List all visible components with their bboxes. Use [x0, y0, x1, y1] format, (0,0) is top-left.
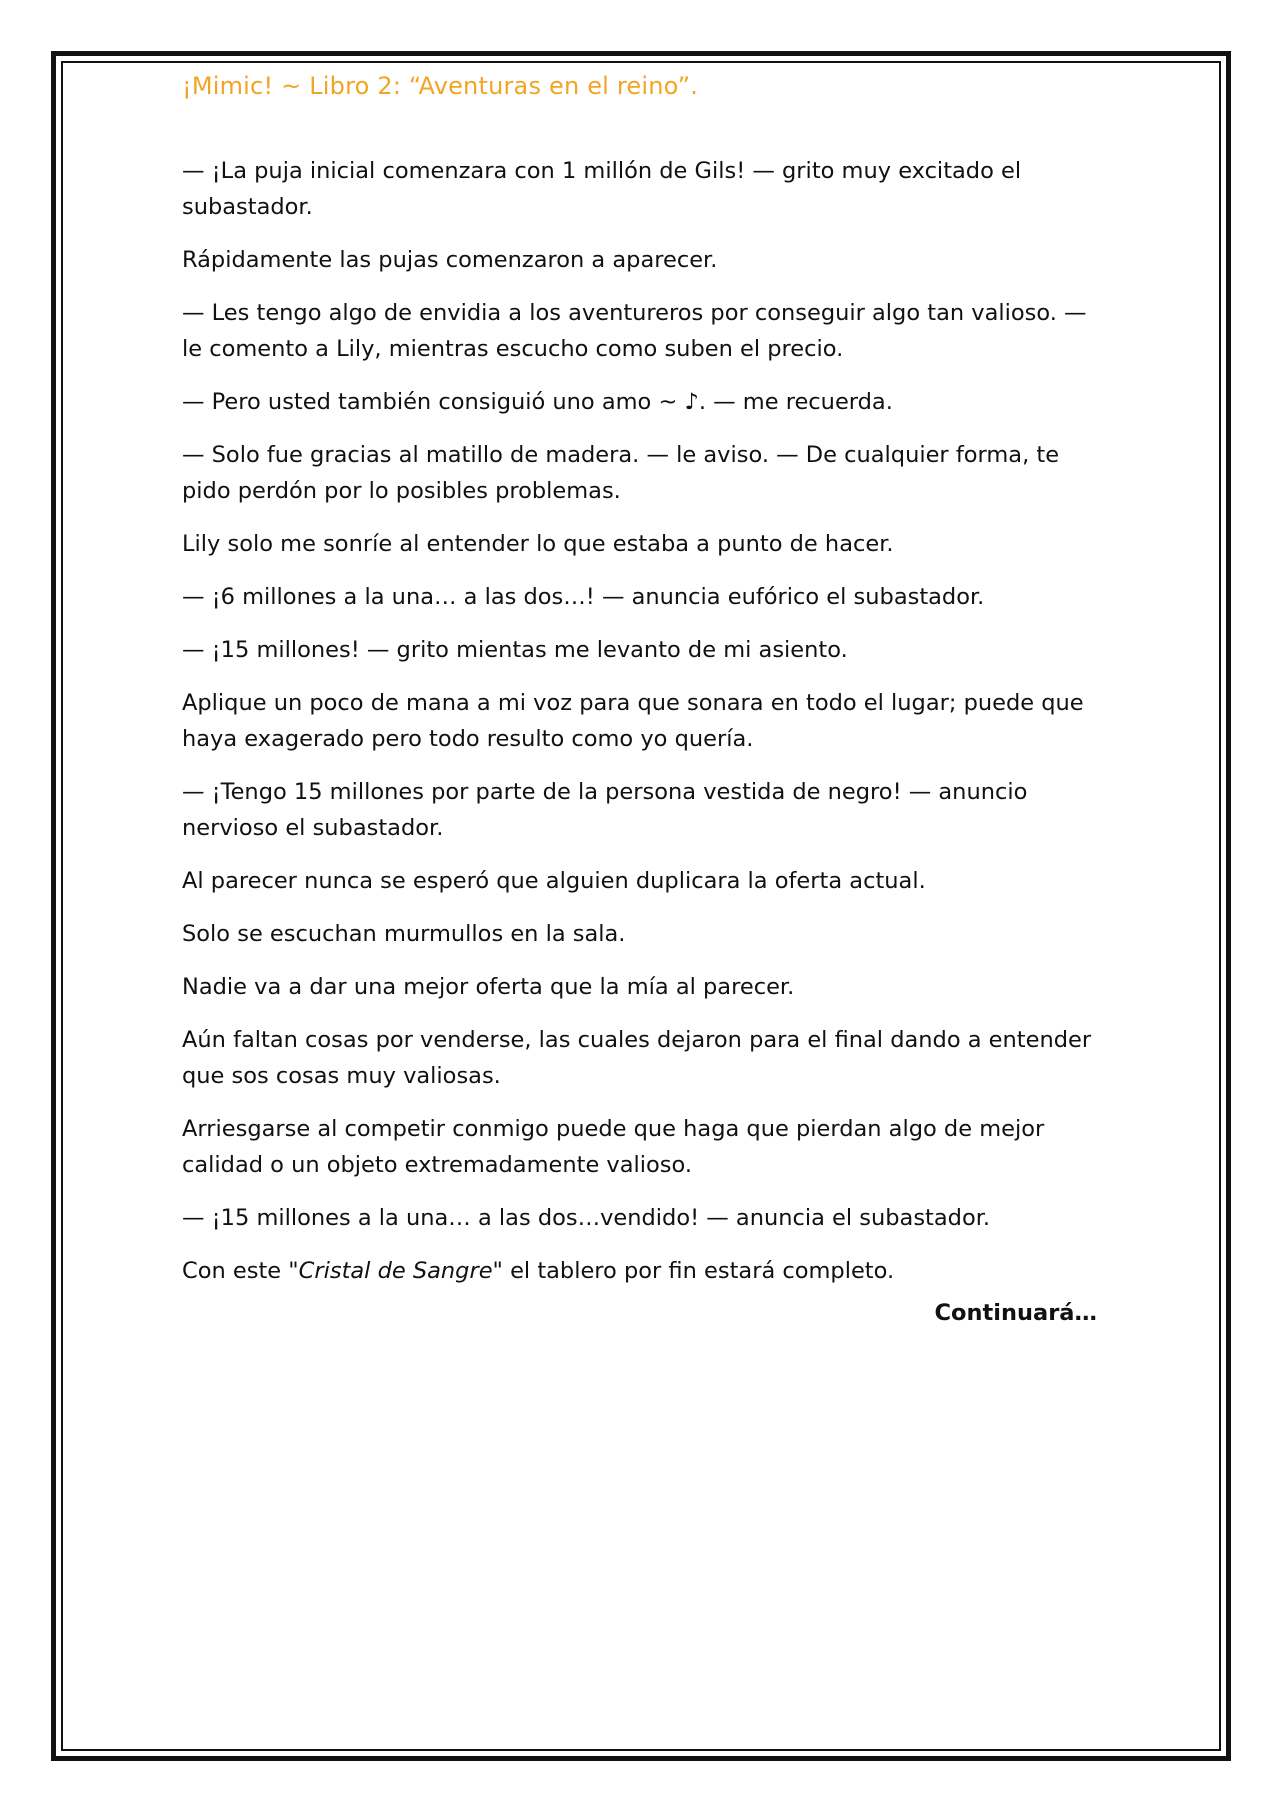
paragraph: Nadie va a dar una mejor oferta que la mía al parecer. — [182, 974, 795, 1000]
paragraph: — ¡15 millones a la una… a las dos…vendido! — anuncia el subastador. — [182, 1205, 991, 1231]
text-before: Con este — [182, 1258, 289, 1284]
paragraph: — ¡Tengo 15 millones por parte de la persona vestida de negro! — anuncio nervioso el subastador. — [182, 779, 1028, 841]
paragraph: — ¡La puja inicial comenzara con 1 millón de Gils! — grito muy excitado el subastador. — [182, 158, 1022, 220]
paragraph: — Pero usted también consiguió uno amo ~ ♪. — me recuerda. — [182, 389, 893, 415]
paragraph: — Les tengo algo de envidia a los aventureros por conseguir algo tan valioso. — le comento a Lily, mientras escucho como suben el precio. — [182, 300, 1087, 362]
continued-label: Continuará… — [934, 1300, 1097, 1326]
paragraph: Aún faltan cosas por venderse, las cuales dejaron para el final dando a entender que sos cosas muy valiosas. — [182, 1027, 1092, 1089]
paragraph: — ¡6 millones a la una… a las dos…! — anuncia eufórico el subastador. — [182, 584, 985, 610]
paragraph: Lily solo me sonríe al entender lo que estaba a punto de hacer. — [182, 531, 894, 557]
paragraph: — Solo fue gracias al matillo de madera. — le aviso. — De cualquier forma, te pido perdón por lo posibles problemas. — [182, 442, 1060, 504]
paragraph: Aplique un poco de mana a mi voz para que sonara en todo el lugar; puede que haya exagerado pero todo resulto como yo quería. — [182, 690, 1084, 752]
paragraph: Arriesgarse al competir conmigo puede que haga que pierdan algo de mejor calidad o un objeto extremadamente valioso. — [182, 1116, 1045, 1178]
paragraph: Al parecer nunca se esperó que alguien duplicara la oferta actual. — [182, 868, 926, 894]
italic-title: "Cristal de Sangre" — [288, 1258, 503, 1284]
text-after: el tablero por fin estará completo. — [502, 1258, 895, 1284]
paragraph: Solo se escuchan murmullos en la sala. — [182, 921, 626, 947]
paragraph: — ¡15 millones! — grito mientas me levanto de mi asiento. — [182, 637, 848, 663]
page-header: ¡Mimic! ~ Libro 2: “Aventuras en el reino”. — [182, 72, 699, 100]
paragraph-final — [182, 1253, 1097, 1289]
paragraph: Rápidamente las pujas comenzaron a aparecer. — [182, 247, 718, 273]
story-text — [182, 153, 1097, 1306]
